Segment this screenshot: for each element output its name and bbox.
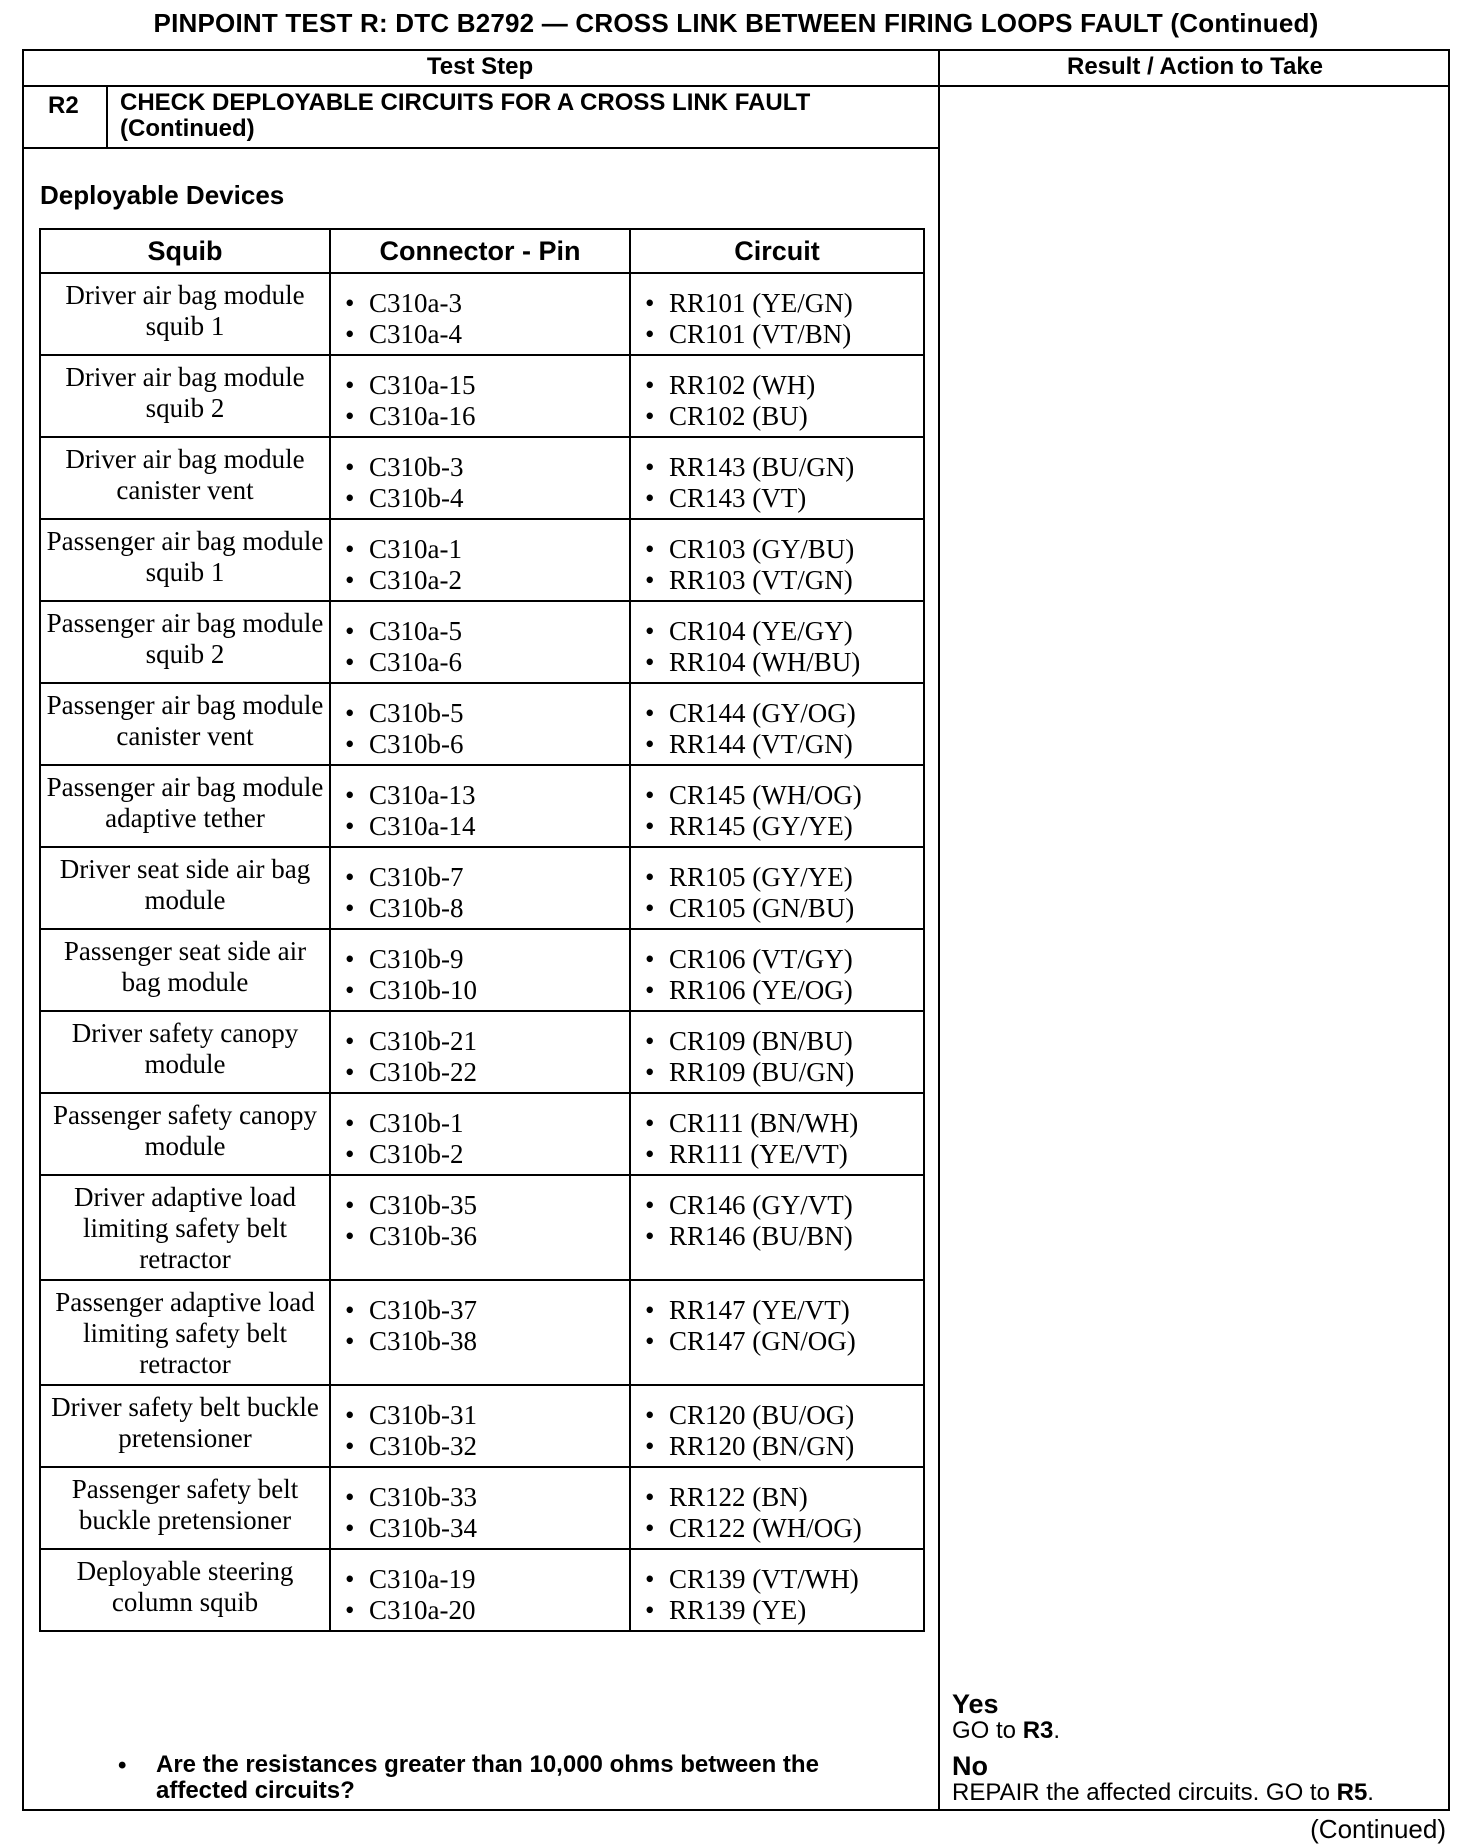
connector-pin: • C310a-13 [345,780,621,811]
circuit: • CR144 (GY/OG) [645,698,915,729]
connector-pin: • C310b-1 [345,1108,621,1139]
circuit: • CR146 (GY/VT) [645,1190,915,1221]
device-row [40,1385,924,1467]
circuit: • RR109 (BU/GN) [645,1057,915,1088]
connector-pin: • C310b-38 [345,1326,621,1357]
squib-name: Deployable steering column squib [40,1549,330,1631]
step-row-divider [22,147,940,149]
circuit: • RR144 (VT/GN) [645,729,915,760]
device-row [40,1280,924,1385]
column-header-squib: Squib [40,229,330,273]
column-header-circuit: Circuit [630,229,924,273]
device-row [40,601,924,683]
connector-pin: • C310a-14 [345,811,621,842]
connector-pin: • C310b-4 [345,483,621,514]
device-row [40,1549,924,1631]
connector-pin: • C310a-16 [345,401,621,432]
circuit-cell [630,1175,924,1280]
circuit: • CR145 (WH/OG) [645,780,915,811]
connector-pin: • C310a-20 [345,1595,621,1626]
result-no [952,1752,1432,1806]
connector-pin-cell [330,1385,630,1467]
connector-pin-cell [330,273,630,355]
connector-pin: • C310a-5 [345,616,621,647]
connector-pin-cell [330,1011,630,1093]
connector-pin: • C310b-21 [345,1026,621,1057]
connector-pin: • C310b-10 [345,975,621,1006]
connector-pin-cell [330,437,630,519]
squib-name: Driver safety belt buckle pretensioner [40,1385,330,1467]
connector-pin: • C310b-37 [345,1295,621,1326]
squib-name: Driver air bag module squib 2 [40,355,330,437]
circuit-cell [630,847,924,929]
device-row [40,765,924,847]
squib-name: Driver adaptive load limiting safety belt retractor [40,1175,330,1280]
device-row [40,1467,924,1549]
circuit: • CR120 (BU/OG) [645,1400,915,1431]
connector-pin: • C310a-19 [345,1564,621,1595]
deployable-devices-heading: Deployable Devices [40,180,285,210]
connector-pin: • C310b-22 [345,1057,621,1088]
connector-pin: • C310a-3 [345,288,621,319]
device-row [40,519,924,601]
circuit: • CR101 (VT/BN) [645,319,915,350]
connector-pin-cell [330,1093,630,1175]
connector-pin-cell [330,1280,630,1385]
circuit: • CR103 (GY/BU) [645,534,915,565]
squib-name: Passenger air bag module adaptive tether [40,765,330,847]
connector-pin-cell [330,1175,630,1280]
connector-pin-cell [330,601,630,683]
connector-pin-cell [330,765,630,847]
circuit-cell [630,1549,924,1631]
step-id: R2 [48,92,79,119]
connector-pin: • C310b-36 [345,1221,621,1252]
no-action: REPAIR the affected circuits. GO to R5. [952,1779,1374,1806]
squib-name: Passenger air bag module squib 2 [40,601,330,683]
connector-pin: • C310a-2 [345,565,621,596]
connector-pin: • C310a-15 [345,370,621,401]
step-title: CHECK DEPLOYABLE CIRCUITS FOR A CROSS LINK FAULT (Continued) [120,89,811,142]
circuit: • CR122 (WH/OG) [645,1513,915,1544]
squib-name: Passenger air bag module canister vent [40,683,330,765]
circuit-cell [630,519,924,601]
circuit-cell [630,1467,924,1549]
squib-name: Passenger air bag module squib 1 [40,519,330,601]
connector-pin: • C310a-6 [345,647,621,678]
connector-pin: • C310a-4 [345,319,621,350]
connector-pin: • C310b-9 [345,944,621,975]
continued-footer: (Continued) [1310,1814,1446,1844]
circuit: • CR111 (BN/WH) [645,1108,915,1139]
circuit-cell [630,929,924,1011]
circuit: • CR105 (GN/BU) [645,893,915,924]
circuit: • CR139 (VT/WH) [645,1564,915,1595]
circuit: • RR101 (YE/GN) [645,288,915,319]
question-text: Are the resistances greater than 10,000 ohms between the affected circuits? [156,1751,819,1804]
circuit: • CR106 (VT/GY) [645,944,915,975]
circuit-cell [630,1385,924,1467]
connector-pin: • C310b-8 [345,893,621,924]
circuit-cell [630,273,924,355]
circuit-cell [630,437,924,519]
circuit: • RR145 (GY/YE) [645,811,915,842]
circuit-cell [630,601,924,683]
connector-pin: • C310b-32 [345,1431,621,1462]
column-divider [938,49,940,1811]
connector-pin: • C310b-33 [345,1482,621,1513]
circuit: • RR102 (WH) [645,370,915,401]
column-header-connector-pin: Connector - Pin [330,229,630,273]
circuit: • CR104 (YE/GY) [645,616,915,647]
header-result: Result / Action to Take [1066,53,1324,80]
device-row [40,929,924,1011]
device-row [40,847,924,929]
squib-name: Passenger safety belt buckle pretensioner [40,1467,330,1549]
circuit: • RR122 (BN) [645,1482,915,1513]
circuit: • RR143 (BU/GN) [645,452,915,483]
yes-action: GO to R3. [952,1717,1061,1744]
squib-name: Passenger seat side air bag module [40,929,330,1011]
circuit: • RR104 (WH/BU) [645,647,915,678]
device-row [40,683,924,765]
connector-pin-cell [330,847,630,929]
question-bullet: • [118,1752,127,1779]
device-row [40,273,924,355]
step-id-divider [106,85,108,149]
connector-pin: • C310b-7 [345,862,621,893]
connector-pin-cell [330,929,630,1011]
circuit-cell [630,1093,924,1175]
circuit: • RR111 (YE/VT) [645,1139,915,1170]
header-test-step: Test Step [426,53,534,80]
no-label: No [952,1751,988,1781]
squib-name: Driver air bag module canister vent [40,437,330,519]
connector-pin-cell [330,519,630,601]
connector-pin: • C310a-1 [345,534,621,565]
connector-pin: • C310b-6 [345,729,621,760]
connector-pin-cell [330,355,630,437]
squib-name: Passenger adaptive load limiting safety belt retractor [40,1280,330,1385]
circuit: • RR147 (YE/VT) [645,1295,915,1326]
yes-target: R3 [1022,1717,1054,1744]
circuit: • RR139 (YE) [645,1595,915,1626]
circuit: • RR146 (BU/BN) [645,1221,915,1252]
circuit-cell [630,765,924,847]
circuit: • CR147 (GN/OG) [645,1326,915,1357]
connector-pin: • C310b-34 [345,1513,621,1544]
squib-name: Passenger safety canopy module [40,1093,330,1175]
device-row [40,1093,924,1175]
yes-label: Yes [952,1689,999,1719]
circuit: • RR120 (BN/GN) [645,1431,915,1462]
circuit-cell [630,1280,924,1385]
connector-pin: • C310b-3 [345,452,621,483]
device-row [40,355,924,437]
connector-pin: • C310b-35 [345,1190,621,1221]
squib-name: Driver seat side air bag module [40,847,330,929]
connector-pin: • C310b-2 [345,1139,621,1170]
circuit: • RR103 (VT/GN) [645,565,915,596]
circuit-cell [630,1011,924,1093]
connector-pin-cell [330,1549,630,1631]
circuit: • CR109 (BN/BU) [645,1026,915,1057]
connector-pin-cell [330,683,630,765]
device-row [40,437,924,519]
device-row [40,1011,924,1093]
header-divider [22,85,1450,87]
circuit: • RR106 (YE/OG) [645,975,915,1006]
deployable-devices-table [39,228,925,1632]
no-target: R5 [1336,1779,1368,1806]
circuit-cell [630,683,924,765]
circuit: • CR102 (BU) [645,401,915,432]
connector-pin-cell [330,1467,630,1549]
circuit: • CR143 (VT) [645,483,915,514]
circuit-cell [630,355,924,437]
connector-pin: • C310b-5 [345,698,621,729]
squib-name: Driver safety canopy module [40,1011,330,1093]
result-yes [952,1690,1432,1744]
page-title: PINPOINT TEST R: DTC B2792 — CROSS LINK BETWEEN FIRING LOOPS FAULT (Continued) [153,8,1319,38]
connector-pin: • C310b-31 [345,1400,621,1431]
circuit: • RR105 (GY/YE) [645,862,915,893]
squib-name: Driver air bag module squib 1 [40,273,330,355]
device-row [40,1175,924,1280]
